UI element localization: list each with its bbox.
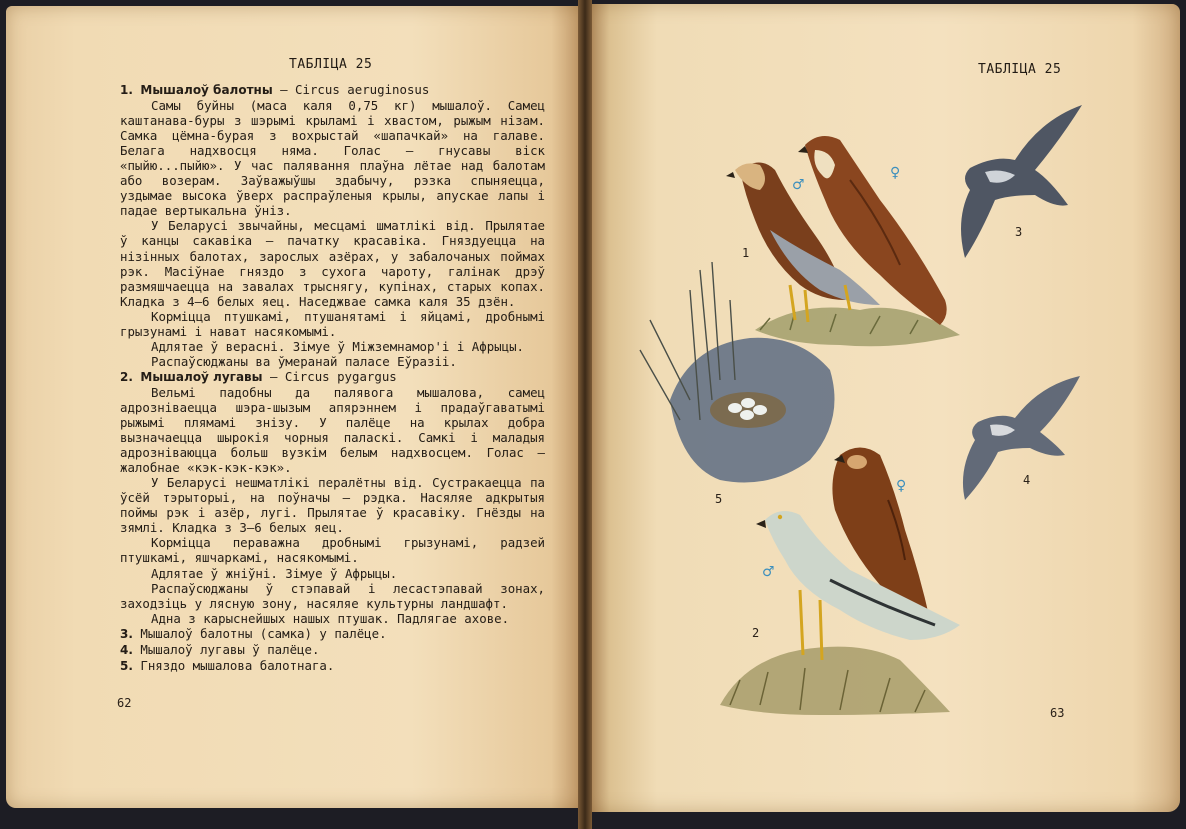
caption: 3. Мышалоў балотны (самка) у палёце.: [120, 625, 387, 641]
paragraph: Адлятае ў жніўні. Зімуе ў Афрыцы.: [151, 565, 398, 581]
figure-label-4: 4: [1023, 473, 1031, 487]
figure-label-2: 2: [752, 626, 760, 640]
flying-harrier-4: [963, 376, 1080, 500]
figure-label-5: 5: [715, 492, 723, 506]
species-heading-2: 2. Мышалоў лугавы — Circus pygargus: [120, 368, 397, 384]
figure-label-3: 3: [1015, 225, 1023, 239]
paragraph: Вельмі падобны да палявога мышалова, самец адрозніваецца шэра-шызым апярэннем і прадаўгаватымі рыжымі плямамі знізу. У палёце на крылах добра вызначаецца шырокія чорныя паласкі. Самкі і маладыя адрозніваюцца больш вузкім белым надхвосцем. Голас — жалобнае «кэк-кэк-кэк».: [120, 384, 545, 476]
paragraph: Адна з карыснейшых нашых птушак. Падлягае ахове.: [151, 610, 510, 626]
right-page-header: ТАБЛІЦА 25: [978, 62, 1062, 77]
marsh-harrier-female: [798, 136, 947, 325]
paragraph: Корміцца пераважна дробнымі грызунамі, радзей птушкамі, яшчаркамі, насякомымі.: [120, 535, 545, 566]
caption: 5. Гняздо мышалова балотнага.: [120, 657, 335, 673]
caption: 4. Мышалоў лугавы ў палёце.: [120, 641, 320, 657]
paragraph: Корміцца птушкамі, птушанятамі і яйцамі, дробнымі грызунамі і нават насякомымі.: [120, 308, 545, 339]
grass-tuft-bottom: [720, 647, 950, 715]
paragraph: Распаўсюджаны ў стэпавай і лесастэпавай зонах, заходзіць у лясную зону, насяляе культурны ландшафт.: [120, 580, 545, 611]
right-page-number: 63: [1050, 706, 1065, 720]
left-page-number: 62: [117, 696, 132, 710]
left-page-header: ТАБЛІЦА 25: [289, 57, 373, 72]
paragraph: У Беларусі звычайны, месцамі шматлікі від. Прылятае ў канцы сакавіка — пачатку красавіка. Гняздуецца на нізінных балотах, зарослых азёрах, у забалочаных поймах рэк. Масіўнае гняздо з сухога чароту, галінак дрэў размяшчаецца на завалах трыснягу, купінах, старых копах. Кладка з 4—6 белых яец. Наседжвае самка каля 35 дзён.: [120, 218, 545, 309]
paragraph: Распаўсюджаны ва ўмеранай паласе Еўразіі.: [151, 353, 457, 369]
female-symbol: ♀: [890, 165, 901, 181]
paragraph: Адлятае ў верасні. Зімуе ў Міжземнамор'і і Афрыцы.: [151, 338, 524, 354]
paragraph: У Беларусі нешматлікі пералётны від. Сустракаецца па ўсёй тэрыторыі, на поўначы — рэдка. Насяляе адкрытыя поймы рэк і азёр, лугі. Прылятае ў красавіку. Гнёзды на зямлі. Кладка з 3—6 белых яец.: [120, 475, 545, 536]
male-symbol: ♂: [762, 564, 775, 580]
male-symbol: ♂: [792, 177, 805, 193]
paragraph: Самы буйны (маса каля 0,75 кг) мышалоў. Самец каштанава-буры з шэрымі крыламі і хвастом, рыжым нізам. Самка цёмна-бурая з вохрыстай «шапачкай» на галаве. Белага надхвосця няма. Голас — гнусавы віск «пыйю...пыйю». У час палявання плаўна лётае над балотам або возерам. Заўважыўшы здабычу, рэзка спыняецца, уздымае высока ўверх распраўленыя крылы, апускае лапы і падае вертыкальна ўніз.: [120, 98, 545, 219]
figure-label-1: 1: [742, 246, 750, 260]
species-heading-1: 1. Мышалоў балотны — Circus aeruginosus: [120, 82, 430, 97]
female-symbol: ♀: [896, 478, 907, 494]
